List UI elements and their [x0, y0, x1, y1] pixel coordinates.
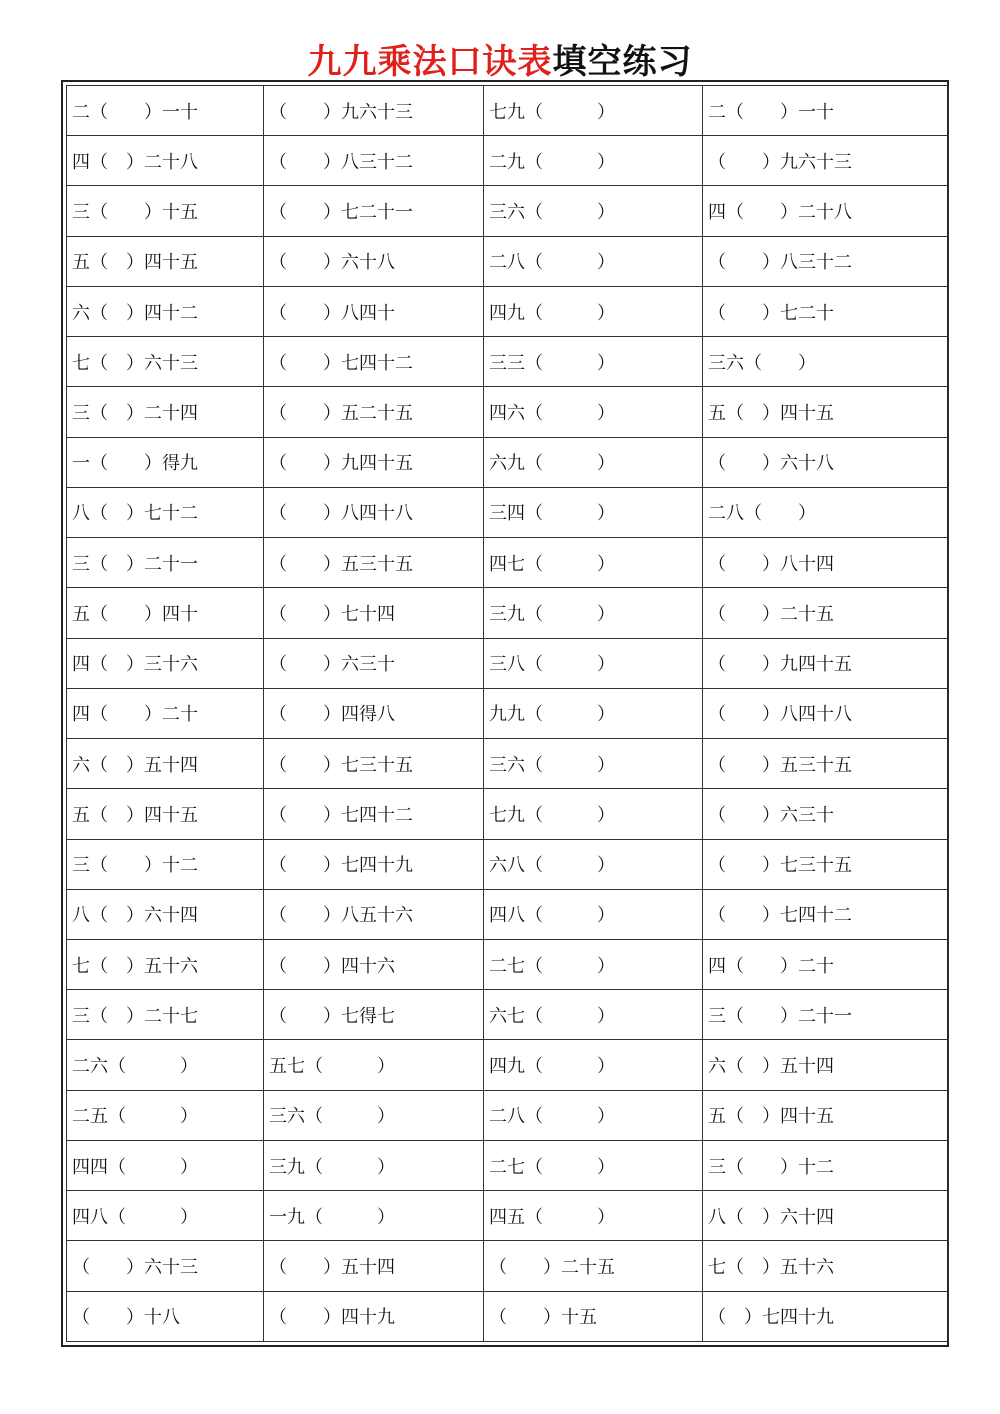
exercise-cell[interactable]: （ ）四得八 — [264, 688, 484, 738]
exercise-cell[interactable]: （ ）七四十九 — [703, 1291, 949, 1341]
exercise-cell[interactable]: 三三（ ） — [484, 337, 703, 387]
exercise-cell[interactable]: 四（ ）二十八 — [67, 136, 264, 186]
exercise-cell[interactable]: 七九（ ） — [484, 86, 703, 136]
exercise-cell[interactable]: 七九（ ） — [484, 789, 703, 839]
exercise-cell[interactable]: （ ）七二十 — [703, 286, 949, 336]
table-row — [67, 588, 949, 638]
exercise-cell[interactable]: 五（ ）四十五 — [703, 1090, 949, 1140]
table-row — [67, 1291, 949, 1341]
exercise-cell[interactable]: 二（ ）一十 — [67, 86, 264, 136]
exercise-cell[interactable]: 四九（ ） — [484, 1040, 703, 1090]
exercise-cell[interactable]: 二八（ ） — [484, 1090, 703, 1140]
exercise-cell[interactable]: 三（ ）二十一 — [703, 990, 949, 1040]
exercise-cell[interactable]: 三（ ）二十一 — [67, 538, 264, 588]
exercise-cell[interactable]: 四六（ ） — [484, 387, 703, 437]
exercise-cell[interactable]: 三（ ）十二 — [67, 839, 264, 889]
exercise-cell[interactable]: 四七（ ） — [484, 538, 703, 588]
exercise-cell[interactable]: 六（ ）五十四 — [67, 739, 264, 789]
exercise-cell[interactable]: 四（ ）二十 — [67, 688, 264, 738]
exercise-cell[interactable]: （ ）六十三 — [67, 1241, 264, 1291]
table-row — [67, 236, 949, 286]
exercise-cell[interactable]: 五（ ）四十五 — [67, 789, 264, 839]
table-row — [67, 136, 949, 186]
exercise-cell[interactable]: 四八（ ） — [484, 889, 703, 939]
exercise-cell[interactable]: 一九（ ） — [264, 1191, 484, 1241]
table-row — [67, 186, 949, 236]
exercise-cell[interactable]: 六九（ ） — [484, 437, 703, 487]
exercise-cell[interactable]: 六（ ）五十四 — [703, 1040, 949, 1090]
exercise-cell[interactable]: （ ）九六十三 — [703, 136, 949, 186]
exercise-cell[interactable]: 七（ ）五十六 — [67, 939, 264, 989]
exercise-cell[interactable]: （ ）六十八 — [703, 437, 949, 487]
table-row — [67, 286, 949, 336]
exercise-cell[interactable]: 三九（ ） — [484, 588, 703, 638]
exercise-cell[interactable]: 一（ ）得九 — [67, 437, 264, 487]
table-row — [67, 990, 949, 1040]
exercise-cell[interactable]: 二七（ ） — [484, 1140, 703, 1190]
exercise-cell[interactable]: （ ）五二十五 — [264, 387, 484, 437]
exercise-cell[interactable]: （ ）六十八 — [264, 236, 484, 286]
exercise-cell[interactable]: 五七（ ） — [264, 1040, 484, 1090]
exercise-table-body — [67, 86, 949, 1342]
exercise-cell[interactable]: 六八（ ） — [484, 839, 703, 889]
table-row — [67, 487, 949, 537]
table-row — [67, 688, 949, 738]
exercise-cell[interactable]: 七（ ）五十六 — [703, 1241, 949, 1291]
exercise-cell[interactable]: （ ）九四十五 — [703, 638, 949, 688]
exercise-cell[interactable]: 二六（ ） — [67, 1040, 264, 1090]
exercise-cell[interactable]: （ ）二十五 — [484, 1241, 703, 1291]
table-row — [67, 638, 949, 688]
exercise-cell[interactable]: （ ）七十四 — [264, 588, 484, 638]
exercise-cell[interactable]: （ ）七四十二 — [264, 789, 484, 839]
exercise-cell[interactable]: （ ）七四十九 — [264, 839, 484, 889]
table-row — [67, 437, 949, 487]
exercise-cell[interactable]: （ ）九四十五 — [264, 437, 484, 487]
title-red-part: 九九乘法口诀表 — [307, 42, 553, 82]
exercise-cell[interactable]: （ ）七四十二 — [703, 889, 949, 939]
exercise-cell[interactable]: （ ）四十六 — [264, 939, 484, 989]
exercise-cell[interactable]: （ ）八五十六 — [264, 889, 484, 939]
table-row — [67, 1191, 949, 1241]
exercise-cell[interactable]: （ ）六三十 — [264, 638, 484, 688]
exercise-cell[interactable]: 三八（ ） — [484, 638, 703, 688]
exercise-cell[interactable]: （ ）八三十二 — [703, 236, 949, 286]
exercise-cell[interactable]: （ ）七三十五 — [264, 739, 484, 789]
exercise-cell[interactable]: 三（ ）二十四 — [67, 387, 264, 437]
table-row — [67, 739, 949, 789]
exercise-cell[interactable]: （ ）七三十五 — [703, 839, 949, 889]
exercise-cell[interactable]: 八（ ）六十四 — [703, 1191, 949, 1241]
exercise-cell[interactable]: 三（ ）十二 — [703, 1140, 949, 1190]
page-title — [0, 40, 1000, 84]
exercise-cell[interactable]: 三六（ ） — [703, 337, 949, 387]
exercise-cell[interactable]: （ ）九六十三 — [264, 86, 484, 136]
table-row — [67, 1090, 949, 1140]
exercise-table — [66, 85, 949, 1342]
exercise-cell[interactable]: 二九（ ） — [484, 136, 703, 186]
exercise-cell[interactable]: 三四（ ） — [484, 487, 703, 537]
table-row — [67, 86, 949, 136]
exercise-cell[interactable]: （ ）七二十一 — [264, 186, 484, 236]
table-row — [67, 1241, 949, 1291]
table-row — [67, 1140, 949, 1190]
exercise-cell[interactable]: （ ）五十四 — [264, 1241, 484, 1291]
exercise-cell[interactable]: 八（ ）七十二 — [67, 487, 264, 537]
table-row — [67, 1040, 949, 1090]
exercise-cell[interactable]: （ ）四十九 — [264, 1291, 484, 1341]
table-row — [67, 337, 949, 387]
exercise-cell[interactable]: （ ）五三十五 — [703, 739, 949, 789]
exercise-cell[interactable]: 三六（ ） — [484, 739, 703, 789]
exercise-cell[interactable]: 三六（ ） — [264, 1090, 484, 1140]
exercise-cell[interactable]: 五（ ）四十 — [67, 588, 264, 638]
exercise-cell[interactable]: 二七（ ） — [484, 939, 703, 989]
table-row — [67, 387, 949, 437]
exercise-cell[interactable]: 九九（ ） — [484, 688, 703, 738]
exercise-cell[interactable]: （ ）七四十二 — [264, 337, 484, 387]
exercise-cell[interactable]: 二八（ ） — [484, 236, 703, 286]
exercise-cell[interactable]: （ ）八四十八 — [264, 487, 484, 537]
exercise-cell[interactable]: 四九（ ） — [484, 286, 703, 336]
exercise-cell[interactable]: 二八（ ） — [703, 487, 949, 537]
exercise-cell[interactable]: 四（ ）二十 — [703, 939, 949, 989]
exercise-table-frame — [61, 80, 949, 1347]
exercise-cell[interactable]: （ ）十八 — [67, 1291, 264, 1341]
exercise-cell[interactable]: 三（ ）十五 — [67, 186, 264, 236]
exercise-cell[interactable]: （ ）五三十五 — [264, 538, 484, 588]
exercise-cell[interactable]: 五（ ）四十五 — [703, 387, 949, 437]
exercise-cell[interactable]: （ ）八十四 — [703, 538, 949, 588]
table-row — [67, 939, 949, 989]
title-black-part: 填空练习 — [552, 42, 693, 82]
table-row — [67, 538, 949, 588]
exercise-cell[interactable]: 四八（ ） — [67, 1191, 264, 1241]
exercise-cell[interactable]: 七（ ）六十三 — [67, 337, 264, 387]
exercise-cell[interactable]: 八（ ）六十四 — [67, 889, 264, 939]
exercise-cell[interactable]: 六七（ ） — [484, 990, 703, 1040]
exercise-cell[interactable]: 三（ ）二十七 — [67, 990, 264, 1040]
exercise-cell[interactable]: （ ）二十五 — [703, 588, 949, 638]
table-row — [67, 789, 949, 839]
table-row — [67, 839, 949, 889]
exercise-cell[interactable]: 四五（ ） — [484, 1191, 703, 1241]
table-row — [67, 889, 949, 939]
exercise-cell[interactable]: 三六（ ） — [484, 186, 703, 236]
exercise-cell[interactable]: （ ）六三十 — [703, 789, 949, 839]
exercise-cell[interactable]: （ ）八四十八 — [703, 688, 949, 738]
exercise-cell[interactable]: 六（ ）四十二 — [67, 286, 264, 336]
exercise-cell[interactable]: 二五（ ） — [67, 1090, 264, 1140]
exercise-cell[interactable]: （ ）十五 — [484, 1291, 703, 1341]
exercise-cell[interactable]: 四（ ）三十六 — [67, 638, 264, 688]
exercise-cell[interactable]: 五（ ）四十五 — [67, 236, 264, 286]
exercise-cell[interactable]: 二（ ）一十 — [703, 86, 949, 136]
exercise-cell[interactable]: 三九（ ） — [264, 1140, 484, 1190]
exercise-cell[interactable]: （ ）七得七 — [264, 990, 484, 1040]
exercise-cell[interactable]: （ ）八四十 — [264, 286, 484, 336]
exercise-cell[interactable]: （ ）八三十二 — [264, 136, 484, 186]
exercise-cell[interactable]: 四四（ ） — [67, 1140, 264, 1190]
exercise-cell[interactable]: 四（ ）二十八 — [703, 186, 949, 236]
